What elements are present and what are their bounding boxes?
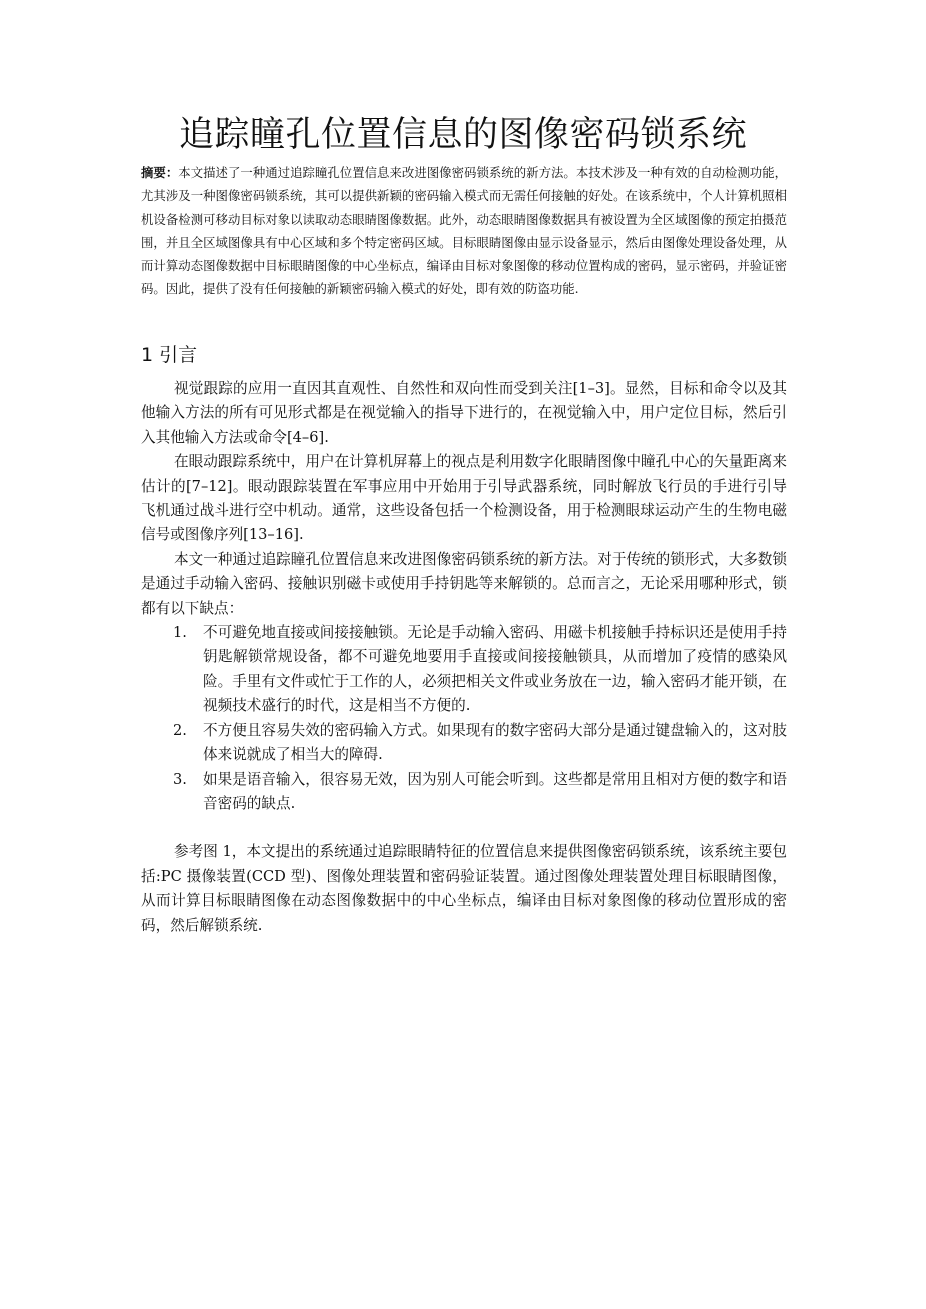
list-item [141, 768, 787, 817]
list-number: 2. [173, 721, 187, 739]
list-item [141, 621, 787, 719]
list-number: 1. [173, 624, 187, 642]
drawbacks-list [141, 621, 787, 816]
paragraph-closing: 参考图 1，本文提出的系统通过追踪眼睛特征的位置信息来提供图像密码锁系统，该系统主要包括:PC 摄像装置(CCD 型)、图像处理装置和密码验证装置。通过图像处理装置处理目标眼睛图像，从而计算目标眼睛图像在动态图像数据中的中心坐标点，编译由目标对象图像的移动位置形成的密码，然后解锁系统. [141, 843, 787, 934]
section-body [141, 377, 787, 938]
abstract [141, 161, 787, 301]
list-item [141, 719, 787, 768]
spacer [141, 816, 787, 840]
section-heading-introduction: 1 引言 [141, 344, 198, 366]
list-item-text: 如果是语音输入，很容易无效，因为别人可能会听到。这些都是常用且相对方便的数字和语音密码的缺点. [203, 770, 787, 812]
list-number: 3. [173, 770, 187, 788]
list-item-text: 不可避免地直接或间接接触锁。无论是手动输入密码、用磁卡机接触手持标识还是使用手持钥匙解锁常规设备，都不可避免地要用手直接或间接接触锁具，从而增加了疫情的感染风险。手里有文件或忙于工作的人，必须把相关文件或业务放在一边，输入密码才能开锁，在视频技术盛行的时代，这是相当不方便的. [203, 624, 787, 715]
paragraph: 在眼动跟踪系统中，用户在计算机屏幕上的视点是利用数字化眼睛图像中瞳孔中心的矢量距离来估计的[7–12]。眼动跟踪装置在军事应用中开始用于引导武器系统，同时解放飞行员的手进行引导 飞机通过战斗进行空中机动。通常，这些设备包括一个检测设备，用于检测眼球运动产生的生物电磁信号或图像序列[13–16]. [141, 453, 787, 544]
abstract-label: 摘要： [141, 165, 179, 180]
paper-title: 追踪瞳孔位置信息的图像密码锁系统 [178, 115, 747, 155]
paragraph: 视觉跟踪的应用一直因其直观性、自然性和双向性而受到关注[1–3]。显然，目标和命令以及其他输入方法的所有可见形式都是在视觉输入的指导下进行的，在视觉输入中，用户定位目标，然后引入其他输入方法或命令[4–6]. [141, 380, 787, 446]
abstract-text: 本文描述了一种通过追踪瞳孔位置信息来改进图像密码锁系统的新方法。本技术涉及一种有效的自动检测功能，尤其涉及一种图像密码锁系统，其可以提供新颖的密码输入模式而无需任何接触的好处。在该系统中，个人计算机照相机设备检测可移动目标对象以读取动态眼睛图像数据。此外，动态眼睛图像数据具有被设置为全区域图像的预定拍摄范围，并且全区域图像具有中心区域和多个特定密码区域。目标眼睛图像由显示设备显示，然后由图像处理设备处理，从而计算动态图像数据中目标眼睛图像的中心坐标点，编译由目标对象图像的移动位置构成的密码，显示密码，并验证密码。因此，提供了没有任何接触的新颖密码输入模式的好处，即有效的防盗功能. [141, 165, 788, 297]
paragraph: 本文一种通过追踪瞳孔位置信息来改进图像密码锁系统的新方法。对于传统的锁形式，大多数锁是通过手动输入密码、接触识别磁卡或使用手持钥匙等来解锁的。总而言之，无论采用哪种形式，锁都有以下缺点： [141, 550, 787, 617]
list-item-text: 不方便且容易失效的密码输入方式。如果现有的数字密码大部分是通过键盘输入的，这对肢体来说就成了相当大的障碍. [203, 721, 787, 764]
